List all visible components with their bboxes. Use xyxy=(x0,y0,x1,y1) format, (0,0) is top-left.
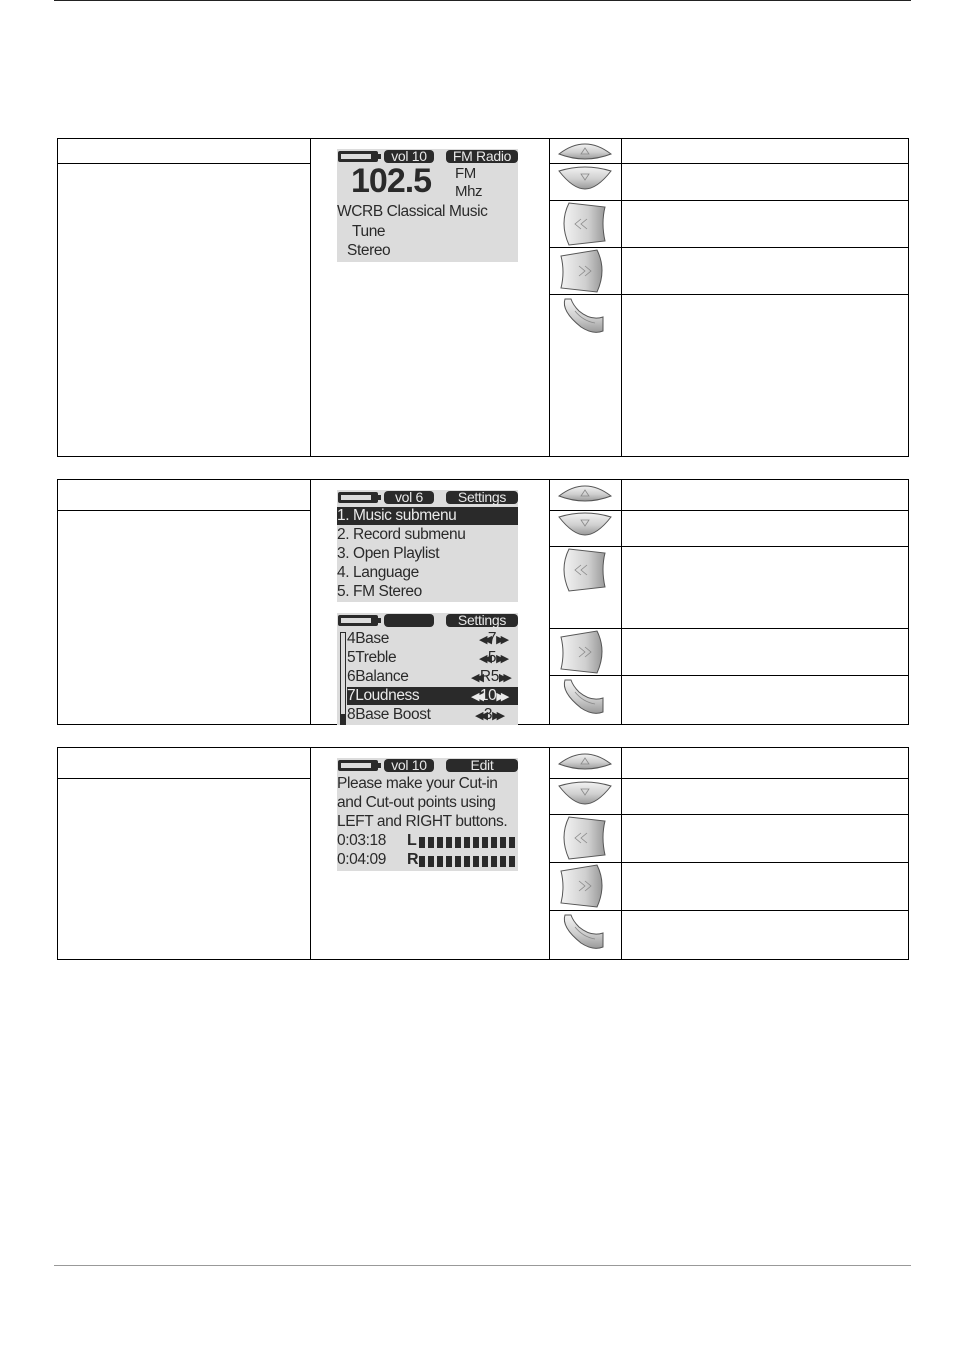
decrease-icon: ◀◀ xyxy=(479,653,488,665)
menu-item-language[interactable]: 4. Language xyxy=(337,564,419,581)
menu-item-fm-stereo[interactable]: 5. FM Stereo xyxy=(337,583,422,600)
select-button-slot xyxy=(549,911,621,959)
scrollbar[interactable] xyxy=(340,632,346,725)
setting-row-label: 4Base xyxy=(347,630,389,647)
menu-item-record-submenu[interactable]: 2. Record submenu xyxy=(337,526,466,543)
left-column xyxy=(58,139,311,456)
mode-label: Settings xyxy=(446,491,518,504)
volume-label: vol 10 xyxy=(384,759,434,772)
down-button-icon[interactable] xyxy=(557,780,613,806)
buttons-column xyxy=(549,480,622,724)
up-button-slot xyxy=(549,139,621,163)
settings-audio-screen xyxy=(337,613,518,725)
fm-radio-screen xyxy=(337,149,518,262)
station-name: WCRB Classical Music xyxy=(337,203,488,220)
left-column xyxy=(58,748,311,959)
right-button-slot xyxy=(549,248,621,294)
increase-icon: ▶▶ xyxy=(496,653,506,665)
cut-out-time: 0:04:09 xyxy=(337,851,386,868)
increase-icon: ▶▶ xyxy=(496,691,506,703)
frequency-readout: 102.5 xyxy=(351,162,432,200)
select-button-icon[interactable] xyxy=(557,297,607,337)
top-rule xyxy=(54,0,911,1)
edit-screen xyxy=(337,758,518,871)
decrease-icon: ◀◀ xyxy=(475,710,484,722)
band-label: FM xyxy=(455,165,476,182)
status-bar xyxy=(337,758,518,773)
menu-item-open-playlist[interactable]: 3. Open Playlist xyxy=(337,545,440,562)
left-button-slot xyxy=(549,547,621,627)
setting-row-label: 6Balance xyxy=(347,668,409,685)
setting-row-value: ◀◀R5▶▶ xyxy=(471,668,508,685)
left-button-slot xyxy=(549,815,621,862)
section-header-cell xyxy=(58,748,310,779)
battery-icon xyxy=(338,615,378,626)
decrease-icon: ◀◀ xyxy=(471,672,480,684)
up-button-icon[interactable] xyxy=(557,750,613,772)
screen-column xyxy=(310,748,550,959)
select-button-slot xyxy=(549,295,621,339)
right-channel-label: R xyxy=(407,851,419,868)
setting-row-value: ◀◀10▶▶ xyxy=(471,687,506,704)
cut-in-time: 0:03:18 xyxy=(337,832,386,849)
settings-section xyxy=(57,479,909,725)
instruction-line: LEFT and RIGHT buttons. xyxy=(337,813,508,830)
status-bar xyxy=(337,490,518,505)
settings-menu-screen xyxy=(337,490,518,602)
increase-icon: ▶▶ xyxy=(496,634,506,646)
left-column xyxy=(58,480,311,724)
right-button-icon[interactable] xyxy=(557,863,607,909)
right-button-icon[interactable] xyxy=(557,248,607,294)
decrease-icon: ◀◀ xyxy=(471,691,480,703)
down-button-icon[interactable] xyxy=(557,511,613,537)
up-button-slot xyxy=(549,480,621,510)
up-button-slot xyxy=(549,748,621,778)
fm-radio-section xyxy=(57,138,909,457)
setting-row-label: 5Treble xyxy=(347,649,397,666)
edit-section xyxy=(57,747,909,960)
description-column xyxy=(621,480,908,724)
setting-row-label: 8Base Boost xyxy=(347,706,431,723)
buttons-column xyxy=(549,748,622,959)
setting-row-value: ◀◀5▶▶ xyxy=(479,649,506,666)
up-button-icon[interactable] xyxy=(557,140,613,162)
description-column xyxy=(621,748,908,959)
description-column xyxy=(621,139,908,456)
select-button-slot xyxy=(549,676,621,724)
down-button-slot xyxy=(549,164,621,200)
screen-column xyxy=(310,139,550,456)
left-button-icon[interactable] xyxy=(557,815,607,861)
stereo-label: Stereo xyxy=(347,242,391,259)
select-button-icon[interactable] xyxy=(557,913,607,953)
down-button-icon[interactable] xyxy=(557,165,613,191)
tune-label: Tune xyxy=(352,223,386,240)
right-button-icon[interactable] xyxy=(557,629,607,675)
right-button-slot xyxy=(549,863,621,910)
right-button-slot xyxy=(549,629,621,675)
status-bar xyxy=(337,613,518,628)
mode-label: Edit xyxy=(446,759,518,772)
right-level-meter xyxy=(419,856,518,867)
setting-row-value: ◀◀7▶▶ xyxy=(479,630,506,647)
increase-icon: ▶▶ xyxy=(498,672,508,684)
left-button-slot xyxy=(549,201,621,247)
mode-label: FM Radio xyxy=(446,150,518,163)
unit-label: Mhz xyxy=(455,183,483,200)
volume-label: vol 6 xyxy=(384,491,434,504)
instruction-line: Please make your Cut-in xyxy=(337,775,498,792)
section-header-cell xyxy=(58,480,310,511)
screen-column xyxy=(310,480,550,724)
left-level-meter xyxy=(419,837,518,848)
instruction-line: and Cut-out points using xyxy=(337,794,496,811)
mode-label: Settings xyxy=(446,614,518,627)
select-button-icon[interactable] xyxy=(557,678,607,718)
footer-rule xyxy=(54,1265,911,1266)
menu-item-music-submenu[interactable]: 1. Music submenu xyxy=(337,507,518,525)
increase-icon: ▶▶ xyxy=(492,710,502,722)
down-button-slot xyxy=(549,779,621,814)
status-blank xyxy=(384,614,434,627)
section-header-cell xyxy=(58,139,310,164)
battery-icon xyxy=(338,760,378,771)
setting-row-value: ◀◀3▶▶ xyxy=(475,706,502,723)
volume-label: vol 10 xyxy=(384,150,434,163)
left-button-icon[interactable] xyxy=(557,547,607,593)
setting-row-label: 7Loudness xyxy=(347,687,420,704)
down-button-slot xyxy=(549,511,621,546)
up-button-icon[interactable] xyxy=(557,482,613,504)
battery-icon xyxy=(338,492,378,503)
buttons-column xyxy=(549,139,622,456)
left-channel-label: L xyxy=(407,832,417,849)
left-button-icon[interactable] xyxy=(557,201,607,247)
decrease-icon: ◀◀ xyxy=(479,634,488,646)
